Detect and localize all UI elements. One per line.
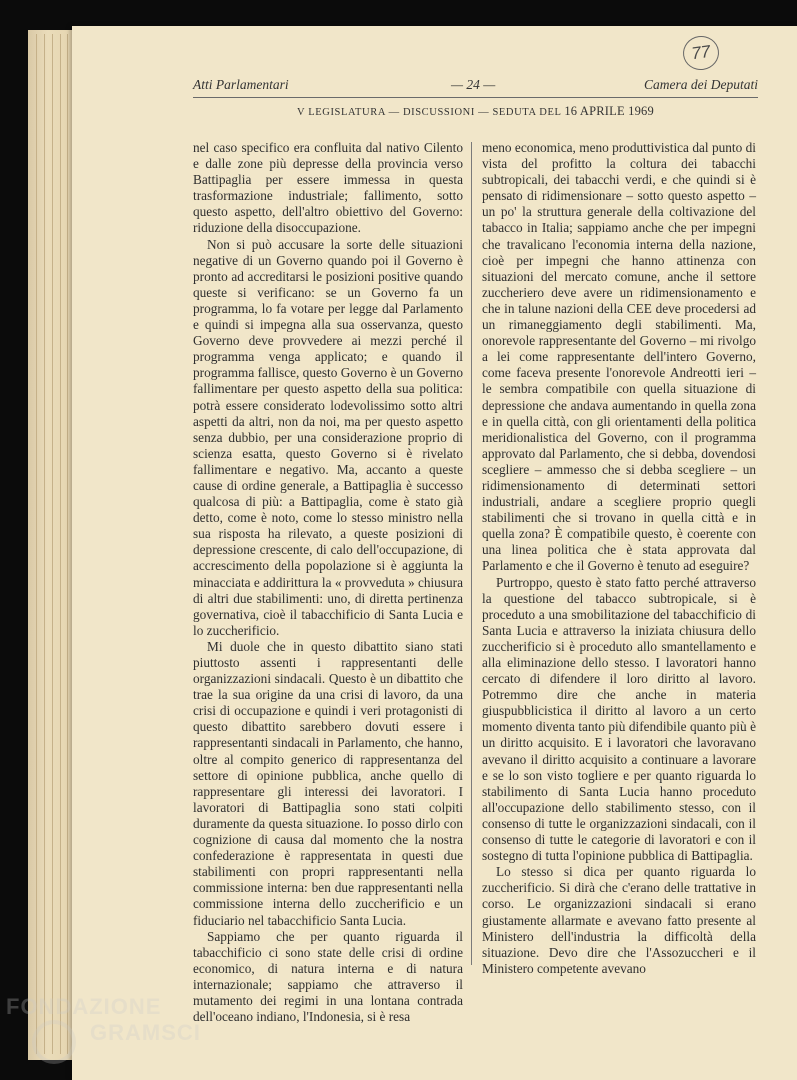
header-rule: [193, 97, 758, 98]
paragraph: Non si può accusare la sorte delle situazioni negative di un Governo quando poi il Governo è pronto ad accreditarsi le posizioni positive quando queste si verificano: se un Governo fa un programma, lo fa votare per legge dal Parlamento e quindi si impegna alla sua osservanza, questo Governo deve provvedere ai mezzi perché il programma venga applicato; e quando il programma fallisce, questo Governo è un Governo fallimentare per questo aspetto della sua politica: potrà essere considerato lodevolissimo sotto altri aspetti da altri, non da noi, ma per questo aspetto senza dubbio, per una considerazione proprio di scienza esatta, questo Governo si è rivelato fallimentare e negativo. Ma, accanto a queste cause di ordine generale, a Battipaglia è successo qualcosa di più: a Battipaglia, come è stato già detto, come è noto, come lo stesso ministro nella sua risposta ha rilevato, a queste posizioni di depressione crescente, di calo dell'occupazione, di accrescimento della popolazione si è aggiunta la minacciata e addirittura la « provveduta » chiusura di altri due stabilimenti: uno, di diretta pertinenza governativa, cioè il tabacchificio di Santa Lucia e lo zuccherificio.: [193, 236, 463, 638]
paragraph: Purtroppo, questo è stato fatto perché attraverso la questione del tabacco subtropicale, si è proceduto a una smobilitazione del tabacchificio di Santa Lucia e attraverso la iniziata chiusura dello zuccherificio si è proceduto allo smantellamento e alla eliminazione dello stesso. I lavoratori hanno cercato di difendere il loro diritto al lavoro. Potremmo dire che anche in materia giuspubblicistica il diritto al lavoro a un certo momento diventa tanto più difendibile quanto più è un diritto acquisito. E i lavoratori che lavoravano avevano il diritto acquisito a continuare a lavorare e se lo son visto togliere e per quanto riguarda lo stabilimento di Santa Lucia hanno proceduto all'occupazione dello stabilimento stesso, con il consenso di tutte le organizzazioni sindacali, con il consenso di tutte le categorie di lavoratori e con il sostegno di tutta l'opinione pubblica di Battipaglia.: [482, 574, 756, 864]
session-date: 16 APRILE 1969: [564, 104, 654, 118]
session-prefix: V LEGISLATURA — DISCUSSIONI — SEDUTA DEL: [297, 107, 562, 118]
watermark: [6, 994, 201, 1046]
session-line: [193, 104, 758, 119]
handwritten-page-stamp: 77: [681, 34, 721, 73]
page-edge-line: [67, 34, 68, 1054]
watermark-line1: FONDAZIONE: [6, 994, 162, 1019]
paragraph: Sappiamo che per quanto riguarda il tabacchificio ci sono state delle crisi di ordine economico, di natura interna e di natura internazionale; sappiamo che attraverso il mutamento dei regimi in una lontana contrada dell'oceano indiano, l'Indonesia, si è resa: [193, 928, 463, 1025]
left-column: [193, 140, 463, 1025]
watermark-line2: GRAMSCI: [90, 1020, 201, 1045]
page-edge-line: [44, 34, 45, 1054]
page-edge-line: [36, 34, 37, 1054]
paragraph: nel caso specifico era confluita dal nativo Cilento e dalle zone più depresse della provincia verso Battipaglia per essere immessa in questa trasformazione industriale; fallimento, sotto questo aspetto, dell'altro obiettivo del Governo: riduzione della disoccupazione.: [193, 140, 463, 236]
running-header: [193, 77, 758, 97]
header-page-number: — 24 —: [451, 77, 496, 92]
page-edge-line: [52, 34, 53, 1054]
page-edge-line: [60, 34, 61, 1054]
header-left: Atti Parlamentari: [193, 77, 289, 92]
column-divider: [471, 142, 472, 965]
paragraph: Lo stesso si dica per quanto riguarda lo zuccherificio. Si dirà che c'erano delle trattative in corso. Le organizzazioni sindacali si erano giustamente allarmate e avevano fatto presente al Ministero dell'industria la difficoltà della situazione. Devo dire che l'Assozuccheri e il Ministero competente avevano: [482, 864, 756, 976]
paragraph: meno economica, meno produttivistica dal punto di vista del profitto la coltura dei tabacchi subtropicali, dei tabacchi verdi, e che quindi si è pensato di ridimensionare – sotto questo aspetto – un po' la struttura generale della coltivazione del tabacco in Italia; sappiamo anche che per impegni che travalicano l'economia interna della nazione, cioè per impegni che hanno attinenza con situazioni del mercato comune, anche il settore zuccheriero deve avere un ridimensionamento e che in talune nazioni della CEE deve procedersi ad un rimaneggiamento degli stabilimenti. Ma, onorevole rappresentante del Governo – mi rivolgo a lei come rappresentante dell'intero Governo, come faceva presente l'onorevole Andreotti ieri – le sembra compatibile con quella situazione di depressione che andava aumentando in quella zona e in quella città, con gli orientamenti della politica meridionalistica del Governo, con il programma approvato dal Parlamento, che si debba, dovendosi scegliere – ammesso che si debba scegliere – un ridimensionamento di determinati settori industriali, andare a scegliere proprio quegli stabilimenti che si trovano in quella città e in quella zona? È compatibile questo, è coerente con una linea politica che è stata approvata dal Parlamento e che il Governo è tenuto ad eseguire?: [482, 140, 756, 574]
paragraph: Mi duole che in questo dibattito siano stati piuttosto assenti i rappresentanti delle organizzazioni sindacali. Questo è un dibattito che trae la sua origine da una crisi di lavoro, da una crisi di occupazione e quindi i veri protagonisti di questo dibattito sarebbero dovuti essere i rappresentanti sindacali in Parlamento, che hanno, oltre al compito generico di rappresentanza del settore di opinione pubblica, anche quello di rappresentare gli interessi dei lavoratori. I lavoratori di Battipaglia sono stati colpiti duramente da questa situazione. Io posso dirlo con cognizione di causa dal momento che la nostra confederazione è rappresentata in questi due stabilimenti con propri rappresentanti nella commissione interna: ben due rappresentanti nella commissione interna dello zuccherificio e un fiduciario nel tabacchificio Santa Lucia.: [193, 638, 463, 928]
right-column: [482, 140, 756, 977]
header-right: Camera dei Deputati: [644, 77, 758, 92]
